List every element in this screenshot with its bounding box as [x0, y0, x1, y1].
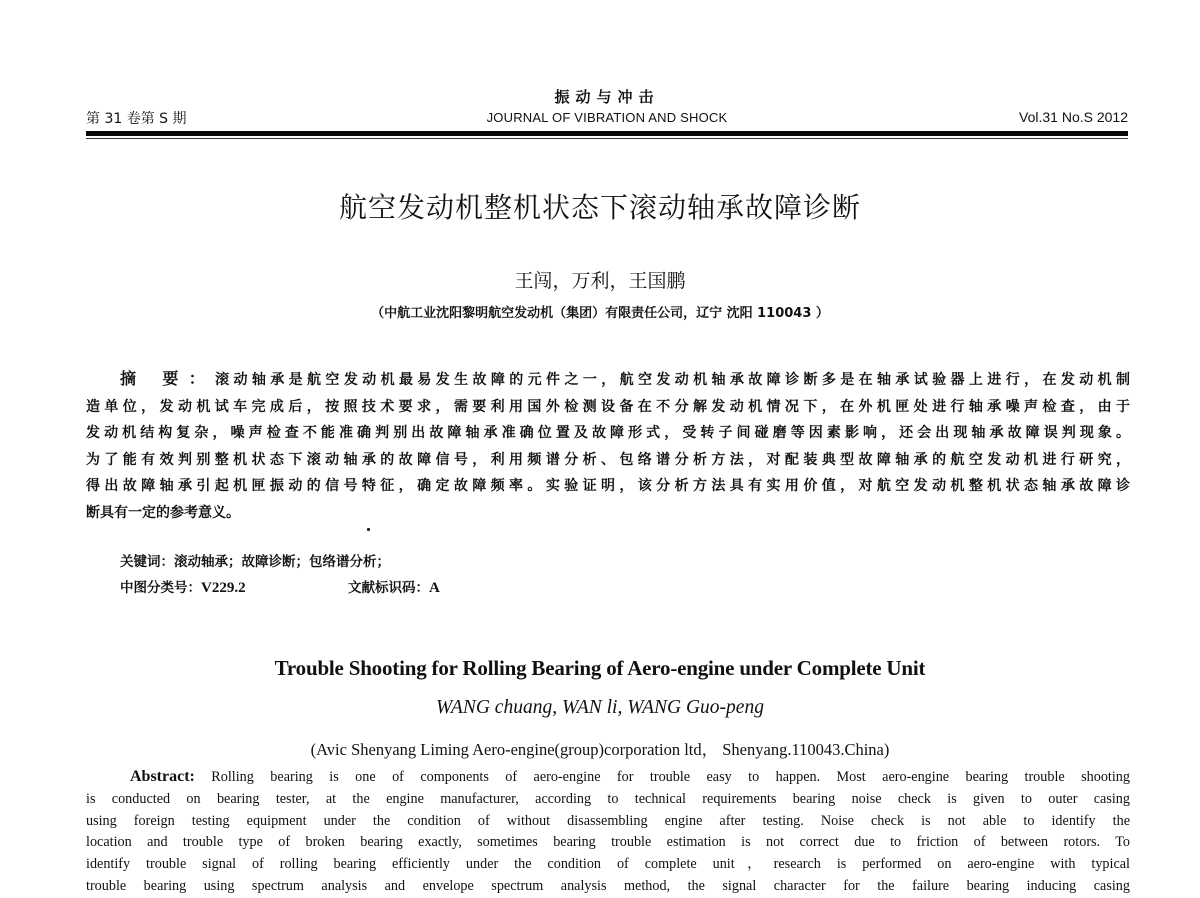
abstract-cn-line: 断具有一定的参考意义。 — [86, 504, 240, 521]
authors-cn: 王闯，万利，王国鹏 — [514, 270, 686, 292]
abstract-en-label: Abstract: — [130, 768, 195, 785]
abstract-cn-line: 为了能有效判别整机状态下滚动轴承的故障信号，利用频谱分析、包络谱分析方法，对配装典型故障轴承的航空发动机进行研究， — [86, 451, 1130, 468]
document-code — [348, 576, 440, 597]
abstract-en-line: using foreign testing equipment under the condition of without disassembling engine after testing. Noise check is not able to identify the — [86, 812, 1130, 829]
journal-name-cn: 振动与冲击 — [554, 88, 660, 106]
paper-title-cn: 航空发动机整机状态下滚动轴承故障诊断 — [338, 191, 861, 224]
affiliation-en: (Avic Shenyang Liming Aero-engine(group)corporation ltd， Shenyang.110043.China) — [310, 740, 890, 759]
abstract-en-line: Abstract: Rolling bearing is one of components of aero-engine for trouble easy to happen. Most aero-engine bearing trouble shooting — [86, 766, 1130, 789]
abstract-en-line: is conducted on bearing tester, at the engine manufacturer, according to technical requirements bearing noise check is given to outer casing — [86, 790, 1130, 807]
abstract-cn-line: 发动机结构复杂，噪声检查不能准确判别出故障轴承准确位置及故障形式，受转子间碰磨等因素影响，还会出现轴承故障误判现象。 — [86, 425, 1130, 441]
abstract-cn-line: 摘 要：滚动轴承是航空发动机最易发生故障的元件之一，航空发动机轴承故障诊断多是在轴承试验器上进行，在发动机制 — [86, 366, 1130, 394]
volume-issue-en: Vol.31 No.S 2012 — [1019, 109, 1128, 125]
classification-value: V229.2 — [201, 580, 246, 596]
document-code-label: 文献标识码： — [348, 580, 429, 596]
classification-number — [120, 576, 246, 597]
abstract-cn-line: 造单位，发动机试车完成后，按照技术要求，需要利用国外检测设备在不分解发动机情况下，在外机匣处进行轴承噪声检查，由于 — [86, 398, 1130, 415]
affiliation-cn: （中航工业沈阳黎明航空发动机（集团）有限责任公司，辽宁 沈阳 110043 ） — [371, 306, 829, 321]
abstract-cn — [86, 366, 1130, 526]
abstract-en — [86, 766, 1130, 898]
abstract-cn-line: 得出故障轴承引起机匣振动的信号特征，确定故障频率。实验证明，该分析方法具有实用价值，对航空发动机整机状态轴承故障诊 — [86, 478, 1130, 494]
abstract-cn-label: 摘 要： — [120, 369, 216, 388]
authors-en: WANG chuang, WAN li, WANG Guo-peng — [436, 697, 764, 718]
abstract-en-line: location and trouble type of broken bearing exactly, sometimes bearing trouble estimation is not correct due to friction of between rotors. To — [86, 834, 1130, 851]
paper-title-en: Trouble Shooting for Rolling Bearing of Aero-engine under Complete Unit — [274, 656, 926, 680]
classification-label: 中图分类号： — [120, 580, 201, 596]
keywords-cn — [120, 550, 390, 570]
keywords-value: 滚动轴承；故障诊断；包络谱分析； — [174, 554, 390, 570]
abstract-en-line: identify trouble signal of rolling bearing efficiently under the condition of complete unit，research is performed on aero-engine with typical — [86, 856, 1130, 873]
abstract-en-line: trouble bearing using spectrum analysis and envelope spectrum analysis method, the signal character for the failure bearing inducing casing — [86, 877, 1130, 894]
scan-artifact — [367, 528, 370, 531]
running-header — [86, 86, 1128, 146]
header-rule-thin — [86, 138, 1128, 139]
document-code-value: A — [429, 580, 440, 596]
header-rule-thick — [86, 131, 1128, 136]
keywords-label: 关键词： — [120, 554, 174, 570]
journal-name-en: JOURNAL OF VIBRATION AND SHOCK — [486, 110, 728, 125]
volume-issue-cn: 第 31 卷第 S 期 — [86, 111, 187, 127]
